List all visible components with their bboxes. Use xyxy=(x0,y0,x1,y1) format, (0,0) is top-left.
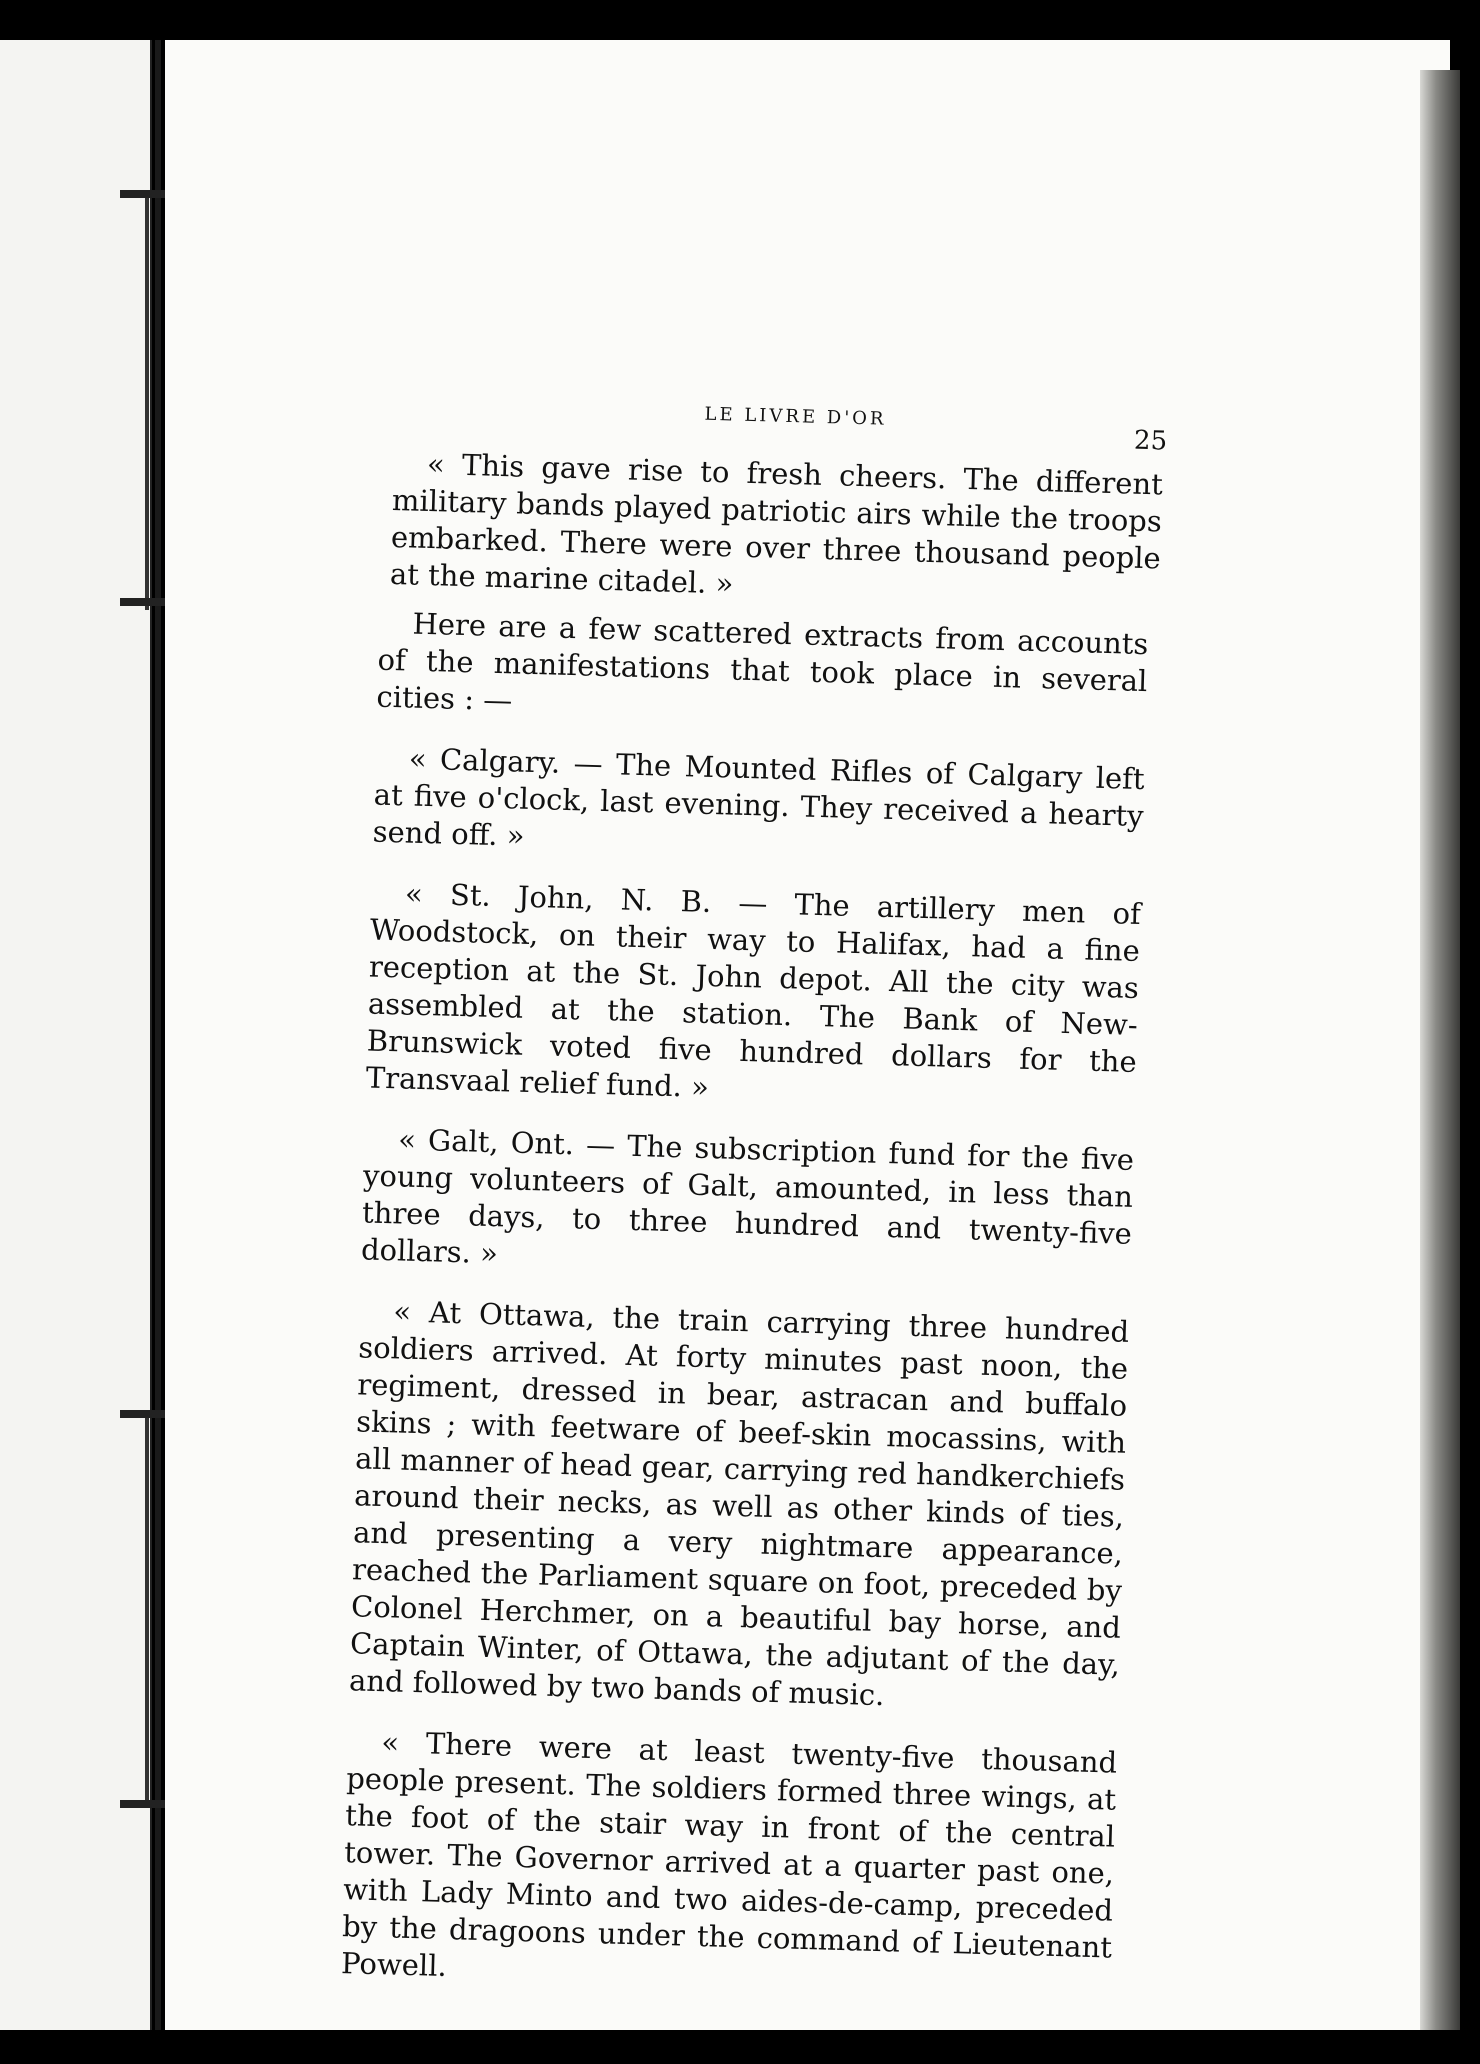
paragraph: « Galt, Ont. — The subscription fund for the five young volunteers of Galt, amounted, in less than three days, to three hundred and twenty-five dollars. » xyxy=(360,1122,1135,1271)
paragraph: Here are a few scattered extracts from accounts of the manifestations that took place in several cities : — xyxy=(376,606,1149,718)
page-number: 25 xyxy=(1133,425,1168,457)
left-page xyxy=(0,40,152,2030)
binding-thread xyxy=(145,1410,149,1800)
paragraph: « This gave rise to fresh cheers. The different military bands played patriotic airs while the troops embarked. There were over three thousand people at the marine citadel. » xyxy=(389,446,1164,601)
body-text xyxy=(340,605,1149,2028)
paragraph: « St. John, N. B. — The artillery men of Woodstock, on their way to Halifax, had a fine reception at the St. John depot. All the city was assembled at the station. The Bank of New-Brunswick voted five hundred dollars for the Transvaal relief fund. » xyxy=(365,876,1142,1105)
paragraph: « There were at least twenty-five thousand people present. The soldiers formed three wings, at the foot of the stair way in front of the central tower. The Governor arrived at a quarter past one, with Lady Minto and two aides-de-camp, preceded by the dragoons under the command of Lieutenant Powell. xyxy=(340,1725,1118,1984)
page-edge xyxy=(1420,70,1460,2030)
book-binding xyxy=(155,40,161,2030)
paragraph: « Calgary. — The Mounted Rifles of Calgary left at five o'clock, last evening. They received a hearty send off. » xyxy=(372,741,1146,853)
paragraph: « At Ottawa, the train carrying three hundred soldiers arrived. At forty minutes past noon, the regiment, dressed in bear, astracan and buffalo skins ; with feetware of beef-skin mocassins, with all manner of head gear, carrying red handkerchiefs around their necks, as well as other kinds of ties, and presenting a very nightmare appearance, reached the Parliament square on foot, preceded by Colonel Herchmer, on a beautiful bay horse, and Captain Winter, of Ottawa, the adjutant of the day, and followed by two bands of music. xyxy=(348,1294,1130,1713)
binding-thread xyxy=(145,190,149,610)
running-head: LE LIVRE D'OR xyxy=(704,403,887,430)
